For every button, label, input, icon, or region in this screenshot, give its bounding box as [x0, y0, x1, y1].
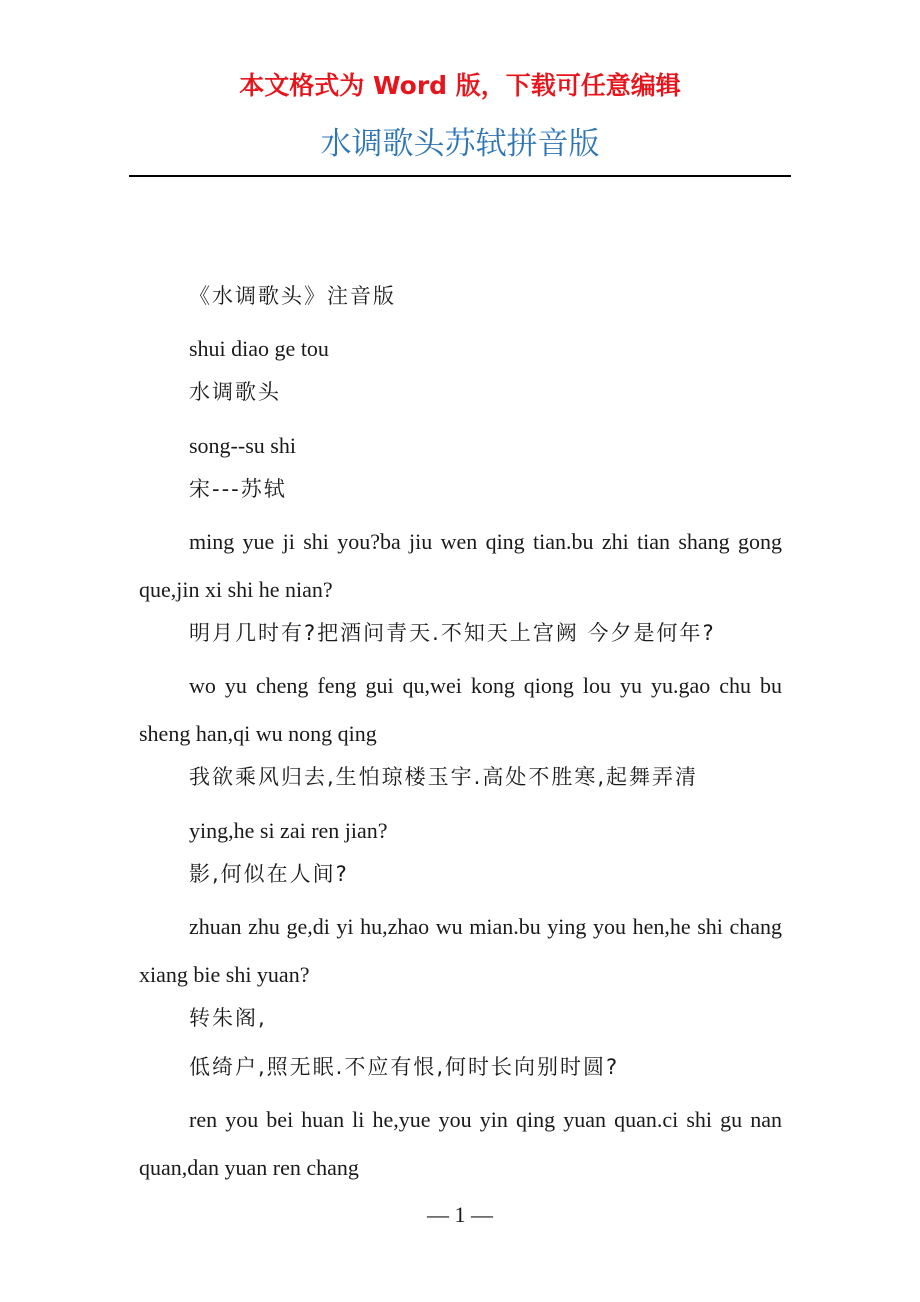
title-divider — [129, 175, 791, 177]
stanza-1-chinese: 明月几时有?把酒问青天.不知天上宫阙 今夕是何年? — [189, 621, 716, 645]
poem-title-chinese: 水调歌头 — [189, 380, 281, 404]
stanza-4-chinese-line-2: 低绮户,照无眠.不应有恨,何时长向别时圆? — [189, 1055, 620, 1079]
stanza-1-pinyin: ming yue ji shi you?ba jiu wen qing tian.bu zhi tian shang gong que,jin xi shi he nian? — [139, 529, 782, 602]
stanza-4-pinyin: zhuan zhu ge,di yi hu,zhao wu mian.bu ying you hen,he shi chang xiang bie shi yuan? — [139, 914, 782, 987]
stanza-3-chinese: 影,何似在人间? — [189, 862, 349, 886]
author-chinese: 宋---苏轼 — [189, 477, 287, 501]
poem-title-pinyin: shui diao ge tou — [189, 336, 329, 361]
stanza-2-chinese: 我欲乘风归去,生怕琼楼玉宇.高处不胜寒,起舞弄清 — [189, 765, 699, 789]
heading-chinese: 《水调歌头》注音版 — [189, 284, 396, 308]
page-number: — 1 — — [427, 1202, 493, 1227]
stanza-2-pinyin: wo yu cheng feng gui qu,wei kong qiong lou yu yu.gao chu bu sheng han,qi wu nong qing — [139, 673, 782, 746]
author-pinyin: song--su shi — [189, 433, 296, 458]
document-title: 水调歌头苏轼拼音版 — [320, 126, 600, 162]
stanza-3-pinyin: ying,he si zai ren jian? — [189, 818, 388, 843]
stanza-5-pinyin: ren you bei huan li he,yue you yin qing yuan quan.ci shi gu nan quan,dan yuan ren chang — [139, 1107, 782, 1180]
format-notice: 本文格式为 Word 版，下载可任意编辑 — [239, 71, 681, 100]
stanza-4-chinese-line-1: 转朱阁, — [189, 1006, 267, 1030]
